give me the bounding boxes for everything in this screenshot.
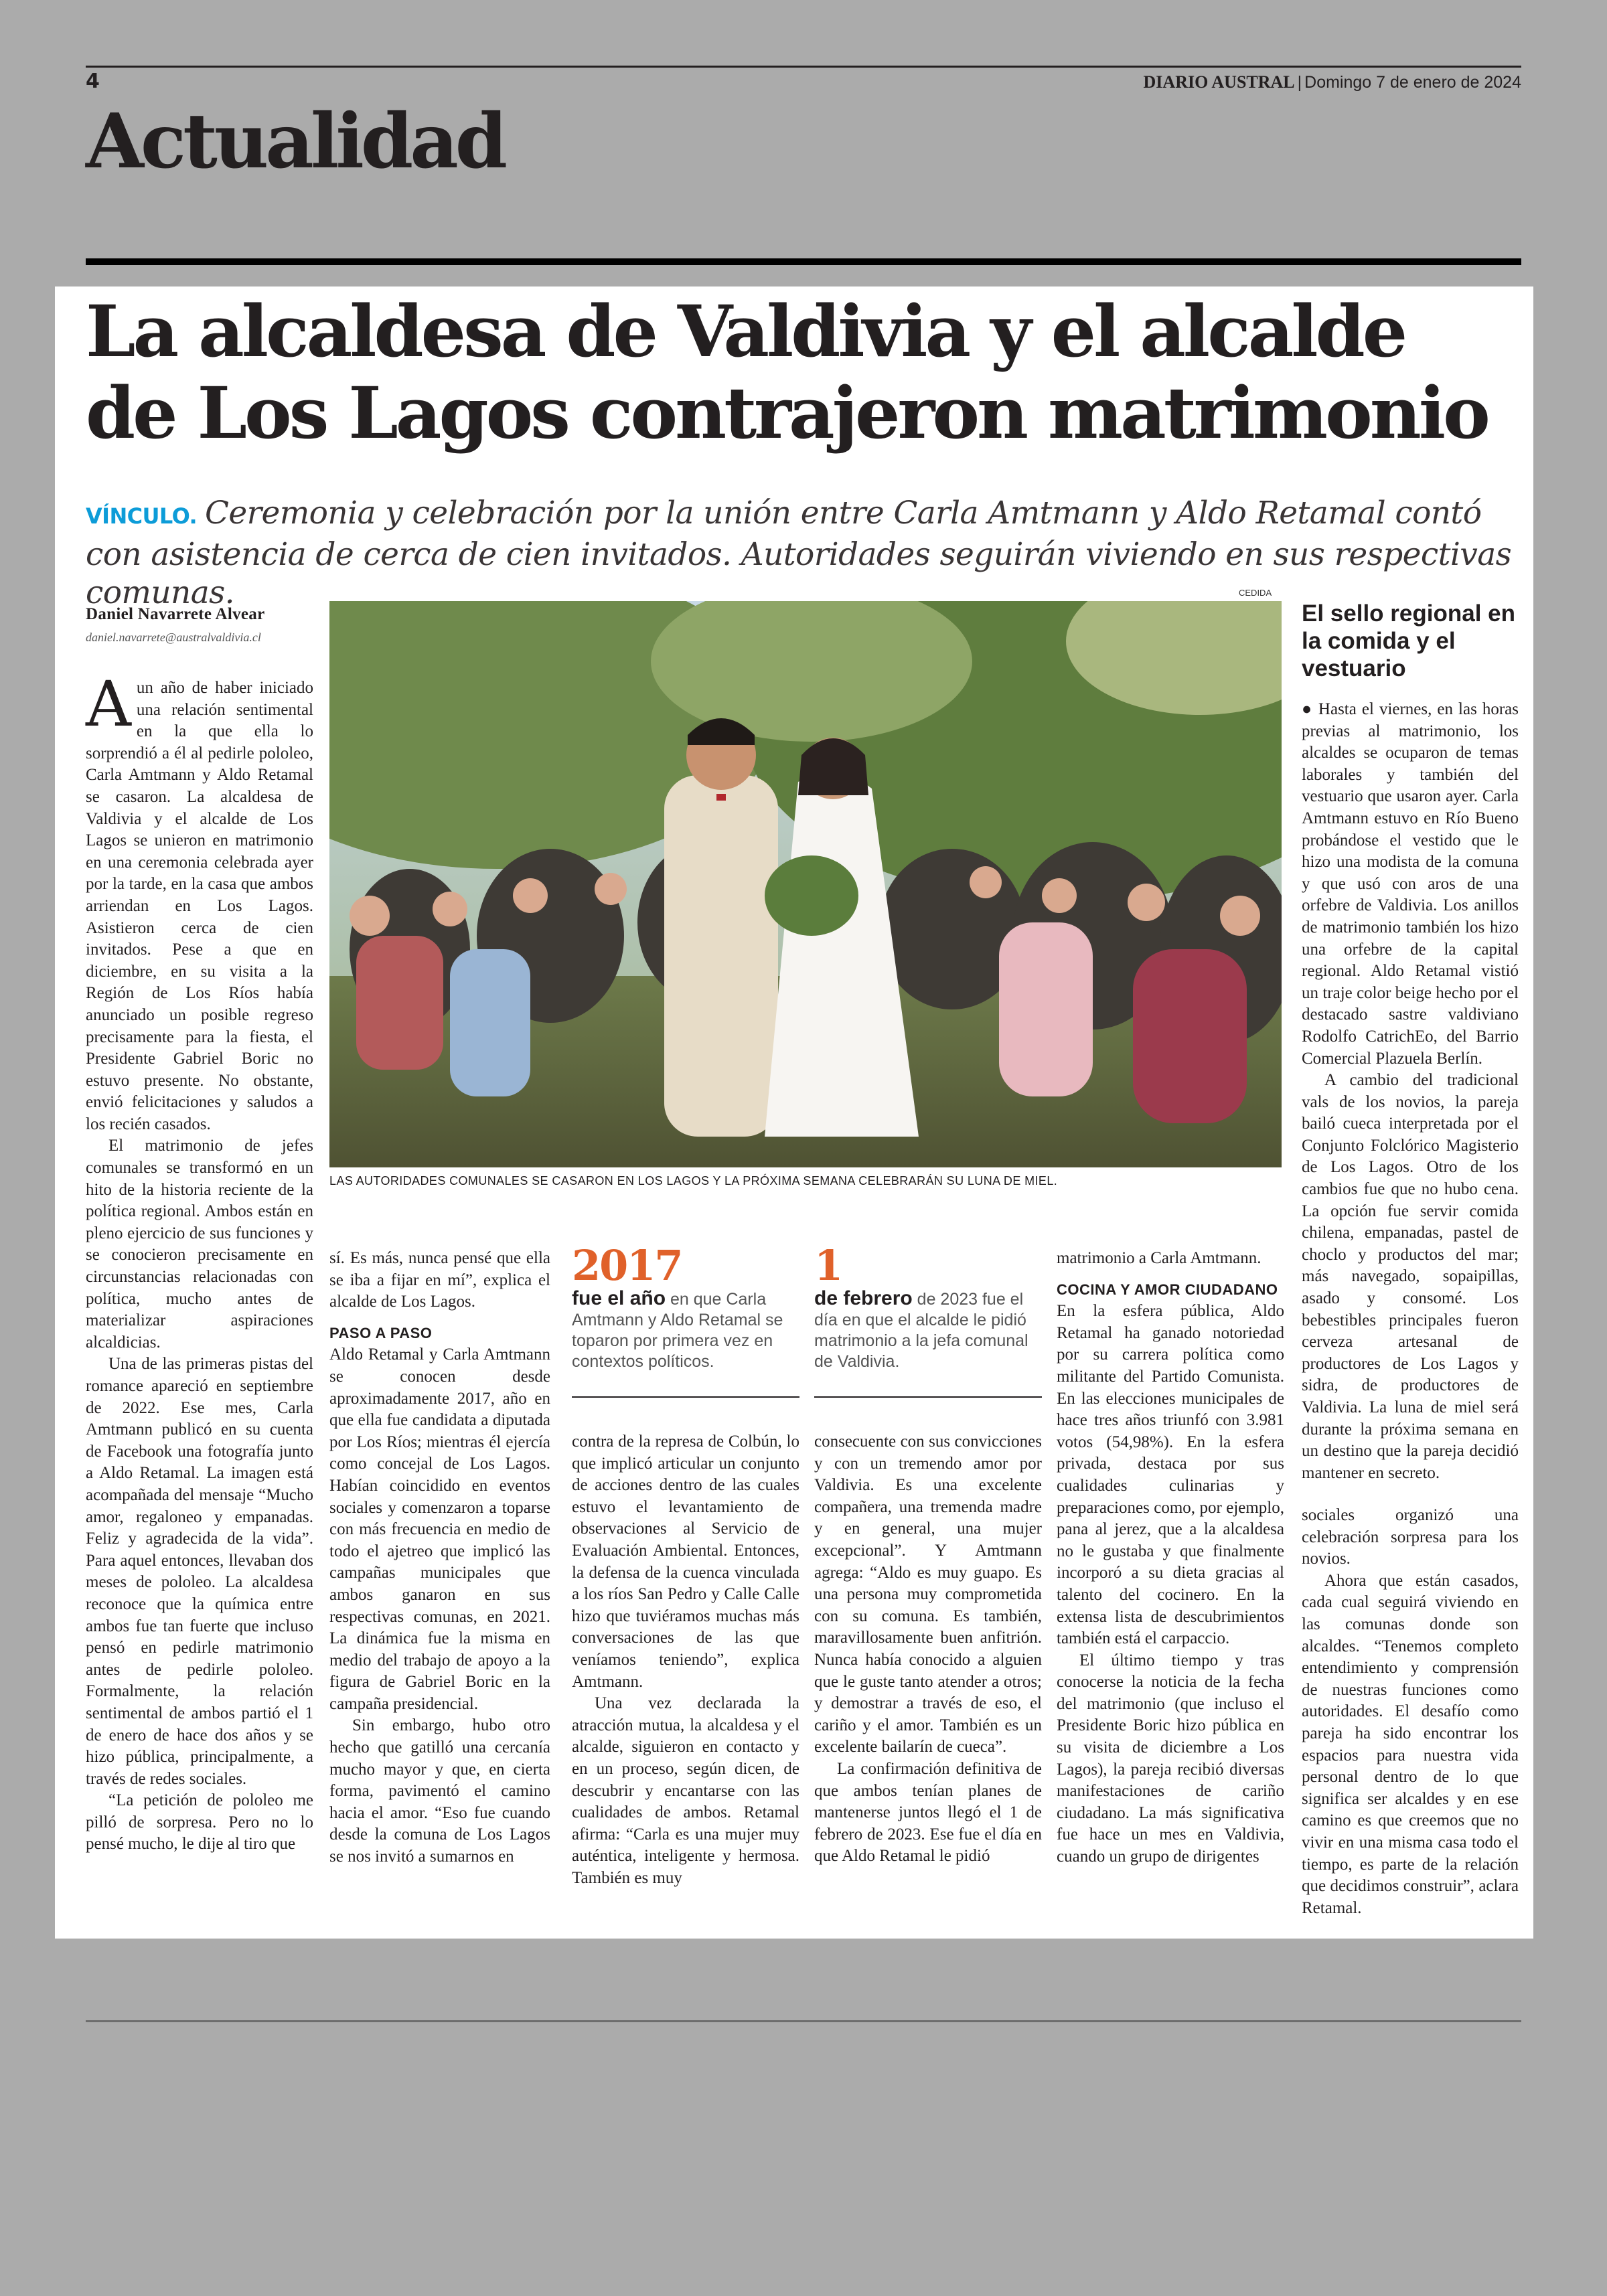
fact-divider <box>814 1396 1042 1398</box>
paragraph: El último tiempo y tras conocerse la noticia de la fecha del matrimonio (que incluso el Presidente Boric hizo pública en su visita de diciembre a Los Lagos), la pareja recibió diversas manifestaciones de cariño ciudadano. La más significativa fue hace un mes en Valdivia, cuando un grupo de dirigentes <box>1057 1651 1284 1866</box>
subheading: COCINA Y AMOR CIUDADANO <box>1057 1281 1278 1298</box>
fact-number: 2017 <box>572 1241 682 1290</box>
byline <box>86 605 354 645</box>
deck-text: Ceremonia y celebración por la unión entre Carla Amtmann y Aldo Retamal contó con asistencia de cerca de cien invitados. Autoridades seguirán viviendo en sus respectivas comunas. <box>86 495 1512 611</box>
sidebar-title: El sello regional en la comida y el vestuario <box>1302 600 1515 681</box>
column-2 <box>329 1248 550 1868</box>
wedding-photo-illustration <box>329 601 1282 1167</box>
fact-divider <box>572 1396 799 1398</box>
section-title: Actualidad <box>86 98 505 185</box>
column-1 <box>86 668 313 1856</box>
publication-date: Domingo 7 de enero de 2024 <box>1304 73 1521 92</box>
photo-caption: LAS AUTORIDADES COMUNALES SE CASARON EN LOS LAGOS Y LA PRÓXIMA SEMANA CELEBRARÁN SU LUNA DE MIEL. <box>329 1174 1058 1187</box>
sidebar-column <box>1302 699 1519 1484</box>
paragraph: A cambio del tradicional vals de los novios, la pareja bailó cueca interpretada por el Conjunto Folclórico Magisterio de Los Lagos. Otro de los cambios fue que no hubo cena. La opción fue servir comida chilena, empanadas, pastel de choclo y productos del mar; más navegado, sopaipillas, asado y consomé. Los bebestibles principales fueron cerveza artesanal de productores de Los Lagos y sidra, de productores de Valdivia. La luna de miel será durante la próxima semana en un destino que la pareja decidió mantener en secreto. <box>1302 1071 1519 1482</box>
kicker: VÍNCULO. <box>86 503 198 529</box>
masthead-separator: | <box>1297 73 1302 92</box>
groom-figure <box>664 718 778 1137</box>
paragraph: contra de la represa de Colbún, lo que implicó articular un conjunto de acciones dentro de las cuales estuvo el levantamiento de observaciones al Servicio de Evaluación Ambiental. Entonces, la defensa de la cuenca vinculada a los ríos San Pedro y Calle Calle hizo que tuviéramos muchas más conversaciones de las que veníamos teniendo”, explica Amtmann. <box>572 1432 799 1691</box>
deck <box>86 494 1519 612</box>
paragraph: matrimonio a Carla Amtmann. <box>1057 1249 1261 1267</box>
wedding-photo <box>329 601 1282 1167</box>
paragraph: La confirmación definitiva de que ambos tenían planes de mantenerse juntos llegó el 1 de febrero de 2023. Ese fue el día en que Aldo Retamal le pidió <box>814 1759 1042 1866</box>
paragraph: Ahora que están casados, cada cual seguirá viviendo en las comunas donde son alcaldes. “Tenemos completo entendimiento y comprensión de nuestras funciones como autoridades. El desafío como pareja ha sido encontrar los espacios para nuestra vida personal dentro de lo que significa ser alcaldes y en ese camino es que creemos que no vivir en una misma casa todo el tiempo, es parte de la relación que decidimos construir”, aclara Retamal. <box>1302 1571 1519 1917</box>
section-rule <box>86 258 1521 265</box>
paragraph-text: un año de haber iniciado una relación sentimental en la que ella lo sorprendió a él al pedirle pololeo, Carla Amtmann y Aldo Retamal se casaron. La alcaldesa de Valdivia y el alcalde de Los Lagos se unieron en matrimonio en una ceremonia celebrada ayer por la tarde, en la casa que ambos arriendan en Los Lagos. Asistieron cerca de cien invitados. Pese a que en diciembre, en su visita a la Región de Los Ríos había anunciado un posible regreso precisamente para la fiesta, el Presidente Gabriel Boric no estuvo presente. No obstante, envió felicitaciones y saludos a los recién casados. <box>86 679 313 1133</box>
top-rule <box>86 66 1521 68</box>
dropcap: A <box>86 668 131 741</box>
paragraph-text: Hasta el viernes, en las horas previas al matrimonio, los alcaldes se ocuparon de temas laborales y también del vestuario que usaron ayer. Carla Amtmann estuvo en Río Bueno probándose el vestido que le hizo una modista de la comuna y que usó con aros de una orfebre de Valdivia. Los anillos de matrimonio también los hizo una orfebre de la capital regional. Aldo Retamal vistió un traje color beige hecho por el destacado sastre valdiviano Rodolfo CatrichEo, del Barrio Comercial Plazuela Berlín. <box>1302 700 1519 1068</box>
subheading: PASO A PASO <box>329 1324 433 1341</box>
paragraph: sí. Es más, nunca pensé que ella se iba a fijar en mí”, explica el alcalde de Los Lagos. <box>329 1249 550 1311</box>
paragraph: Una vez declarada la atracción mutua, la alcaldesa y el alcalde, siguieron en contacto y en un proceso, según dicen, de descubrir y encantarse con las cualidades de ambos. Retamal afirma: “Carla es una mujer muy auténtica, inteligente y hermosa. También es muy <box>572 1694 799 1887</box>
fact-box-febrero <box>814 1241 1042 1372</box>
paragraph: sociales organizó una celebración sorpresa para los novios. <box>1302 1506 1519 1568</box>
masthead <box>1144 72 1521 92</box>
paragraph: En la esfera pública, Aldo Retamal ha ganado notoriedad por su carrera política como militante del Partido Comunista. En las elecciones municipales de hace tres años triunfó con 3.981 votos (54,98%). En la esfera privada, destaca por sus cualidades culinarias y preparaciones como, por ejemplo, pana al jerez, que a la alcaldesa no le gustaba y que finalmente incorporó a su dieta gracias al talento del cocinero. En la extensa lista de descubrimientos también está el carpaccio. <box>1057 1302 1284 1648</box>
fact-box-2017 <box>572 1241 799 1372</box>
fact-lead: fue el año <box>572 1287 666 1309</box>
paragraph <box>1302 699 1519 1070</box>
paragraph: consecuente con sus convicciones y con un tremendo amor por Valdivia. Es una excelente compañera, una tremenda madre y en general, una mujer excepcional”. Y Amtmann agrega: “Aldo es muy guapo. Es una persona muy comprometida con su comuna. Es también, maravillosamente buen anfitrión. Nunca había conocido a alguien que le guste tanto atender a otros; y demostrar a través de eso, el cariño y el amor. También es un excelente bailarín de cueca”. <box>814 1432 1042 1756</box>
article-sheet <box>55 286 1533 1939</box>
paragraph: Una de las primeras pistas del romance apareció en septiembre de 2022. Ese mes, Carla Amtmann publicó en su cuenta de Facebook una fotografía junto a Aldo Retamal. La imagen está acompañada del mensaje “Mucho amor, regaloneo y empanadas. Feliz y agradecida de la vida”. Para aquel entonces, llevaban dos meses de pololeo. La alcaldesa reconoce que la química entre ambos fue tan fuerte que incluso pensó en pedirle matrimonio antes de pedirle pololeo. Formalmente, la relación sentimental de ambos partió el 1 de enero de hace dos años y se hizo pública, principalmente, a través de redes sociales. <box>86 1355 313 1788</box>
column-6 <box>1302 1505 1519 1919</box>
paragraph: “La petición de pololeo me pilló de sorpresa. Pero no lo pensé mucho, le dije al tiro que <box>86 1791 313 1854</box>
column-4 <box>814 1431 1042 1868</box>
column-3 <box>572 1431 799 1889</box>
fact-text: en que Carla Amtmann y Aldo Retamal se toparon por primera vez en contextos políticos. <box>572 1290 783 1371</box>
publication-name: DIARIO AUSTRAL <box>1143 72 1295 92</box>
fact-number: 1 <box>814 1241 842 1290</box>
photo-credit: CEDIDA <box>1239 588 1272 598</box>
fact-lead: de febrero <box>814 1287 913 1309</box>
author-name: Daniel Navarrete Alvear <box>86 605 265 623</box>
fact-text: de 2023 fue el día en que el alcalde le pidió matrimonio a la jefa comunal de Valdivia. <box>814 1290 1028 1371</box>
author-email: daniel.navarrete@australvaldivia.cl <box>86 631 261 644</box>
paragraph: El matrimonio de jefes comunales se transformó en un hito de la historia reciente de la política regional. Ambos están en pleno ejercicio de sus funciones y se conocieron precisamente en circunstancias relacionadas con política, mucho antes de materializar aspiraciones alcaldicias. <box>86 1137 313 1351</box>
headline: La alcaldesa de Valdivia y el alcalde de Los Lagos contrajeron matrimonio <box>86 289 1488 455</box>
paragraph <box>86 668 313 1135</box>
column-5 <box>1057 1248 1284 1868</box>
bullet-icon: ● <box>1302 700 1318 718</box>
page-number: 4 <box>86 70 100 93</box>
paragraph: Aldo Retamal y Carla Amtmann se conocen desde aproximadamente 2017, año en que ella fue candidata a diputada por Los Ríos; mientras él ejercía como concejal de Los Lagos. Habían coincidido en eventos sociales y comenzaron a toparse con más frecuencia en medio de todo el ajetreo que implicó las campañas municipales que ambos ganaron en sus respectivas comunas, en 2021. La dinámica fue la misma en medio del trabajo de apoyo a la figura de Gabriel Boric en la campaña presidencial. <box>329 1345 550 1713</box>
paragraph: Sin embargo, hubo otro hecho que gatilló una cercanía mucho mayor y que, en cierta forma, pavimentó el camino hacia el amor. “Eso fue cuando desde la comuna de Los Lagos se nos invitó a sumarnos en <box>329 1716 550 1866</box>
bottom-rule <box>86 2020 1521 2022</box>
